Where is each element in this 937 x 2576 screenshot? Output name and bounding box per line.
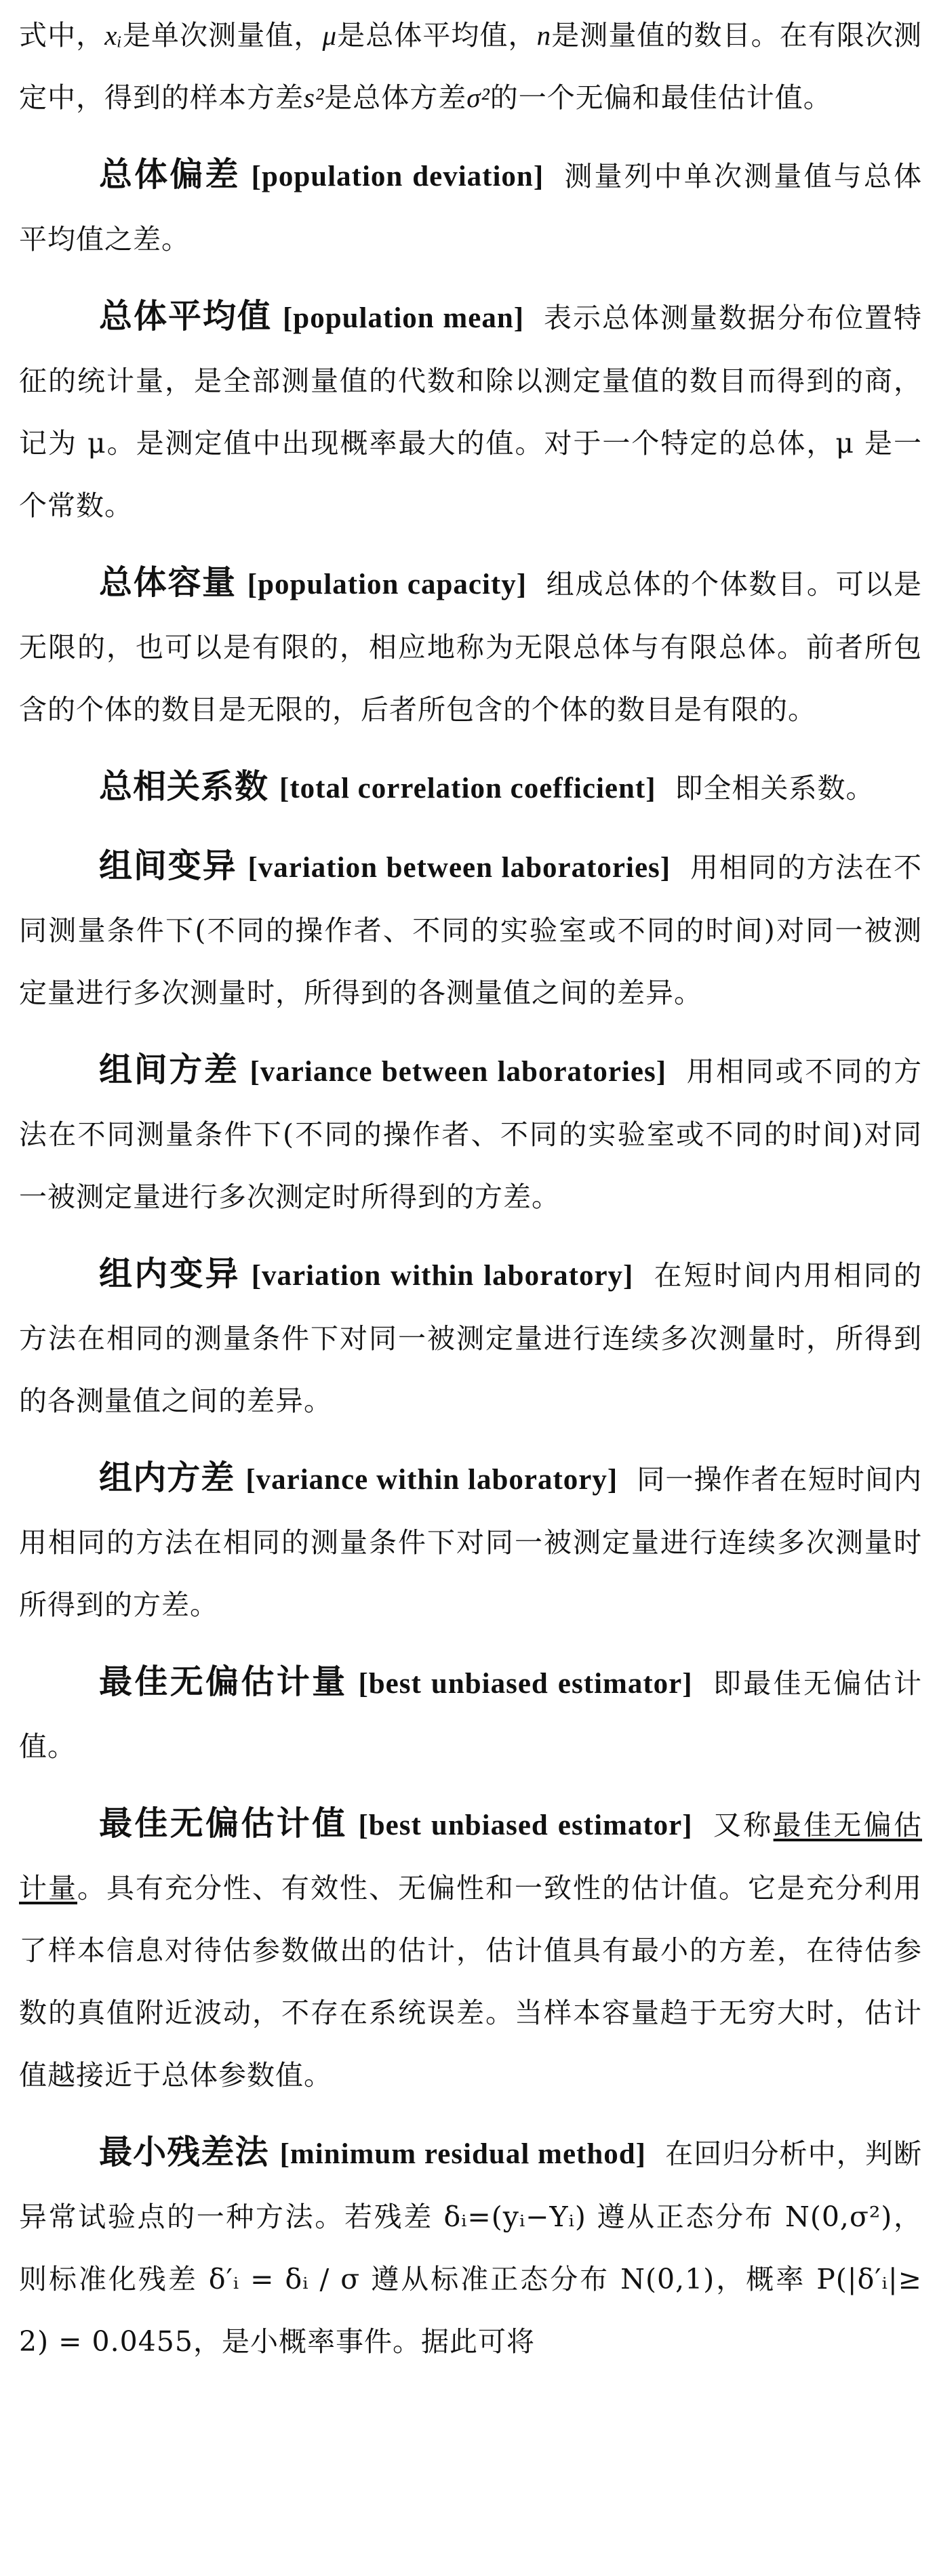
entry-best-unbiased-estimator-value (19, 1793, 922, 2106)
term-heading: 最佳无偏估计值 (99, 1804, 348, 1843)
entry-variation-within-laboratory (19, 1243, 922, 1432)
term-definition: 同一操作者在短时间内用相同的方法在相同的测量条件下对同一被测定量进行连续多次测量时所得到的方差。 (19, 1463, 923, 1621)
entry-population-deviation (19, 144, 922, 270)
term-heading: 总体平均值 (99, 297, 272, 335)
intro-paragraph: 式中，xᵢ是单次测量值，μ是总体平均值，n是测量值的数目。在有限次测定中，得到的样本方差s²是总体方差σ²的一个无偏和最佳估计值。 (19, 19, 923, 114)
term-heading: 总体偏差 (99, 155, 241, 194)
term-definition: 在回归分析中，判断异常试验点的一种方法。若残差 δᵢ=(yᵢ−Yᵢ) 遵从正态分布 N(0,σ²)，则标准化残差 δ′ᵢ = δᵢ / σ 遵从标准正态分布 N(0,1)，概率 P(|δ′ᵢ|≥ 2) = 0.0455，是小概率事件。据此可将 (19, 2138, 922, 2358)
entry-variance-between-laboratories (19, 1039, 922, 1228)
term-english: [best unbiased estimator] (358, 1810, 693, 1841)
entry-total-correlation-coefficient (19, 756, 922, 820)
term-heading: 总体容量 (99, 563, 237, 602)
term-definition: 用相同的方法在不同测量条件下(不同的操作者、不同的实验室或不同的时间)对同一被测定量进行多次测量时，所得到的各测量值之间的差异。 (19, 851, 922, 1009)
term-english: [variance between laboratories] (250, 1056, 667, 1088)
entry-population-mean (19, 285, 922, 537)
entry-population-capacity (19, 552, 922, 741)
entry-variation-between-laboratories (19, 835, 922, 1024)
term-heading: 最佳无偏估计量 (99, 1662, 348, 1701)
term-definition: 即全相关系数。 (675, 772, 875, 804)
term-definition: 测量列中单次测量值与总体平均值之差。 (19, 160, 923, 255)
term-definition-prefix: 又称 (711, 1809, 774, 1841)
term-english: [population capacity] (247, 569, 527, 600)
term-english: [population deviation] (251, 161, 544, 192)
term-english: [variation within laboratory] (251, 1260, 634, 1292)
term-heading: 组内变异 (99, 1254, 241, 1293)
term-definition: 在短时间内用相同的方法在相同的测量条件下对同一被测定量进行连续多次测量时，所得到的各测量值之间的差异。 (19, 1259, 922, 1417)
term-heading: 组内方差 (99, 1458, 235, 1497)
term-definition: 即最佳无偏估计值。 (19, 1667, 922, 1763)
term-definition: 表示总体测量数据分布位置特征的统计量，是全部测量值的代数和除以测定量值的数目而得到的商，记为 μ。是测定值中出现概率最大的值。对于一个特定的总体，μ 是一个常数。 (19, 302, 922, 522)
term-english: [variation between laboratories] (247, 852, 671, 884)
term-english: [total correlation coefficient] (279, 773, 656, 804)
term-heading: 组间方差 (99, 1050, 239, 1089)
term-heading: 总相关系数 (99, 767, 269, 806)
term-english: [best unbiased estimator] (358, 1668, 693, 1700)
entry-minimum-residual-method (19, 2121, 922, 2373)
term-definition: 。具有充分性、有效性、无偏性和一致性的估计值。它是充分利用了样本信息对待估参数做出的估计，估计值具有最小的方差，在待估参数的真值附近波动，不存在系统误差。当样本容量趋于无穷大时，估计值越接近于总体参数值。 (19, 1872, 922, 2091)
entry-best-unbiased-estimator-quantity (19, 1651, 922, 1778)
term-definition: 用相同或不同的方法在不同测量条件下(不同的操作者、不同的实验室或不同的时间)对同一被测定量进行多次测定时所得到的方差。 (19, 1055, 922, 1213)
entry-variance-within-laboratory (19, 1447, 922, 1636)
term-heading: 组间变异 (99, 846, 237, 885)
term-english: [minimum residual method] (279, 2138, 647, 2170)
term-heading: 最小残差法 (99, 2133, 269, 2171)
term-english: [population mean] (282, 302, 525, 334)
term-definition: 组成总体的个体数目。可以是无限的，也可以是有限的，相应地称为无限总体与有限总体。前者所包含的个体的数目是无限的，后者所包含的个体的数目是有限的。 (19, 568, 922, 726)
term-english: [variance within laboratory] (245, 1464, 618, 1496)
cross-reference-link[interactable]: 最佳无偏估计量 (19, 1809, 922, 1904)
